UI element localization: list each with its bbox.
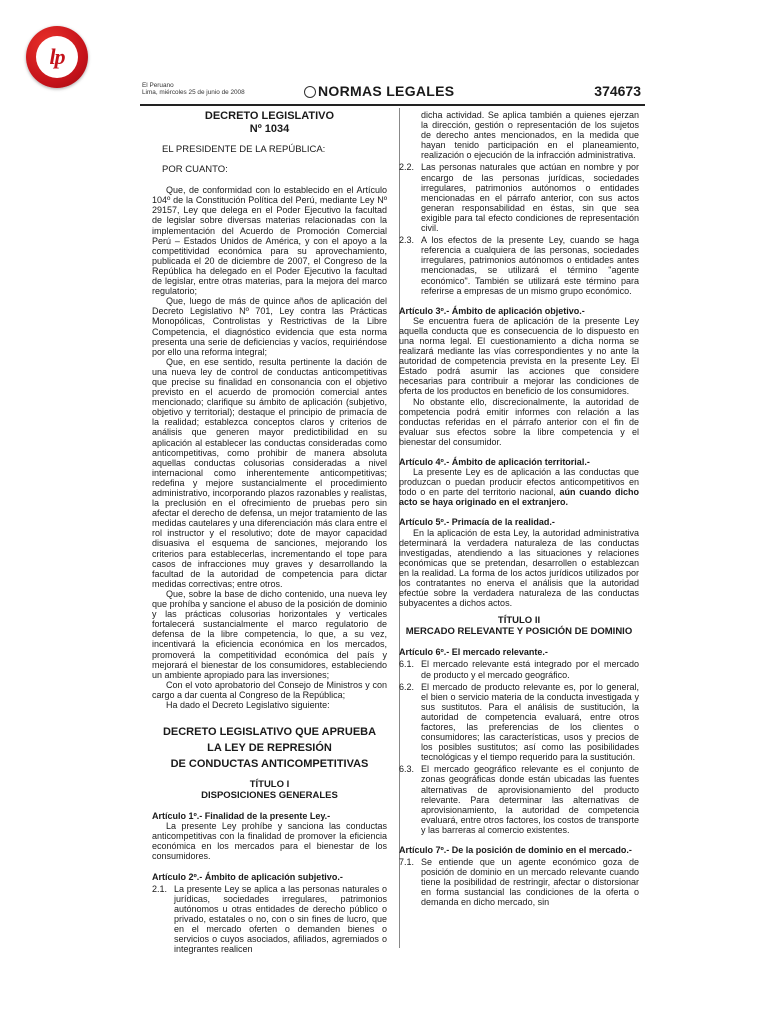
item-number: 7.1. <box>399 857 415 868</box>
title-ii-label: TÍTULO II <box>497 615 541 627</box>
article-5-heading: Artículo 5º.- Primacía de la realidad.- <box>399 517 555 528</box>
page-header <box>140 78 645 106</box>
article-6-1 <box>399 659 639 679</box>
president-heading: EL PRESIDENTE DE LA REPÚBLICA: <box>162 144 326 155</box>
article-4-text-bold: aún cuando dicho acto se haya originado en el extranjero. <box>399 487 639 508</box>
item-text: El mercado geográfico relevante es el conjunto de zonas geográficas donde están ubicadas las fuentes alternativas de aprovisionamiento del producto relevante. Para determinar las alternativas de aprovisionamiento, la autoridad de competencia evaluará, entre otros factores, los costos de transporte y las barreras al comercio existentes. <box>421 764 639 835</box>
item-text: El mercado relevante está integrado por el mercado de producto y el mercado geográfico. <box>421 659 639 680</box>
lp-logo-text: lp <box>36 36 78 78</box>
article-7-heading: Artículo 7º.- De la posición de dominio en el mercado.- <box>399 845 632 855</box>
article-1-heading: Artículo 1º.- Finalidad de la presente Ley.- <box>152 811 331 822</box>
article-2-1-continued <box>399 110 639 160</box>
left-column <box>140 108 387 955</box>
item-number: 6.3. <box>399 764 415 775</box>
recital-paragraph: Que, de conformidad con lo establecido en el Artículo 104º de la Constitución Política del Perú, mediante Ley Nº 29157, Ley que delega en el Poder Ejecutivo la facultad de legislar sobre diversas materias relacionadas con la implementación del Acuerdo de Promoción Comercial Perú – Estados Unidos de América, y con el apoyo a la competitividad económica para su aprovechamiento, publicada el 20 de diciembre de 2007, el Congreso de la República ha delegado en el Poder Ejecutivo la facultad de legislar, entre otras materias, para la mejora del marco regulatorio; <box>152 185 387 297</box>
item-text: A los efectos de la presente Ley, cuando se haga referencia a cualquiera de las personas, sociedades irregulares, patrimonios autónomos o entidades antes mencionadas, se utilizará el término "agente económico". También se utilizará este término para referirse a empresas de un mismo grupo económico. <box>421 235 639 296</box>
item-text: dicha actividad. Se aplica también a quienes ejerzan la dirección, gestión o representación de los sujetos de derecho antes mencionados, en la medida que hayan tenido participación en el planeamiento, realización o ejecución de la infracción administrativa. <box>421 110 639 161</box>
item-number: 2.3. <box>399 235 415 246</box>
item-number: 2.1. <box>152 883 168 894</box>
article-4-text-regular: La presente Ley es de aplicación a las conductas que produzcan o puedan producir efectos anticompetitivos en todo o en parte del territorio nacional, <box>399 467 639 498</box>
article-2-3 <box>399 235 639 296</box>
recital-paragraph: Que, en ese sentido, resulta pertinente la dación de una nueva ley de control de conductas anticompetitivas que precise su finalidad en consonancia con el objetivo previsto en el acuerdo de promoción comercial antes mencionado; clarifique su ámbito de aplicación (subjetivo, objetivo y territorial); destaque el principio de primacía de la realidad; establezca conceptos claros y criterios de análisis que generen mayor predictibilidad en su aplicación al establecer las conductas consideradas como anticompetitivas, como prohibir de manera absoluta aquellas conductas colusorias consideradas a nivel internacional como inherentemente anticompetitivas; redefina y mejore sustancialmente el procedimiento administrativo, incorporando plazos razonables y realistas, la preclusión en el ofrecimiento de pruebas pero sin afectar el derecho de defensa, un mejor tratamiento de las medidas cautelares y una diferenciación más clara entre el rol instructor y el resolutivo; dote de mayor capacidad disuasiva el esquema de sanciones, mejorando los criterios para establecerlas, incrementando el tope para casos de infracciones muy graves y desarrollando la facultad de la autoridad de competencia para dictar medidas correctivas; entre otros. <box>152 356 387 589</box>
article-3-text: Se encuentra fuera de aplicación de la presente Ley aquella conducta que es consecuencia de lo dispuesto en una norma legal. El cuestionamiento a dicha norma se realizará mediante las vías correspondientes y no ante la autoridad de competencia prevista en la presente Ley. El Estado podrá asumir las acciones que considere necesarias para contribuir a mejorar las condiciones de oferta de los productos en beneficio de los consumidores. <box>399 315 639 397</box>
law-title-line-3: DE CONDUCTAS ANTICOMPETITIVAS <box>170 758 369 771</box>
title-ii-subtitle: MERCADO RELEVANTE Y POSICIÓN DE DOMINIO <box>405 625 633 637</box>
item-text: El mercado de producto relevante es, por lo general, el bien o servicio materia de la conducta investigada y sus sustitutos. Para el análisis de sustitución, la autoridad de competencia evaluará, entre otros factores, las preferencias de los clientes o consumidores; las características, usos y precios de los posibles sustitutos; así como las posibilidades tecnológicas y el tiempo requerido para la sustitución. <box>421 681 639 763</box>
decree-title-line-1: DECRETO LEGISLATIVO <box>204 110 335 122</box>
article-3-heading: Artículo 3º.- Ámbito de aplicación objetivo.- <box>399 305 585 316</box>
article-2-2 <box>399 162 639 233</box>
right-column <box>399 108 645 948</box>
recital-paragraph: Ha dado el Decreto Legislativo siguiente: <box>166 699 330 710</box>
article-1-text: La presente Ley prohíbe y sanciona las conductas anticompetitivas con la finalidad de promover la eficiencia económica en los mercados para el bienestar de los consumidores. <box>152 821 387 862</box>
title-ii-heading <box>399 616 639 637</box>
section-title: NORMAS LEGALES <box>318 83 455 99</box>
title-i-heading <box>152 780 387 801</box>
lp-logo <box>26 26 88 88</box>
law-title-line-2: LA LEY DE REPRESIÓN <box>207 742 332 755</box>
article-4-heading: Artículo 4º.- Ámbito de aplicación territorial.- <box>399 457 590 467</box>
paper-name: El Peruano <box>142 82 174 89</box>
page-number: 374673 <box>594 83 641 99</box>
title-i-label: TÍTULO I <box>249 779 290 791</box>
article-4-text <box>399 467 639 507</box>
recital-paragraph: Con el voto aprobatorio del Consejo de Ministros y con cargo a dar cuenta al Congreso de la República; <box>152 679 387 700</box>
article-7-1 <box>399 857 639 907</box>
text-columns <box>140 108 645 955</box>
item-number: 2.2. <box>399 162 415 173</box>
item-text: Las personas naturales que actúan en nombre y por encargo de las personas jurídicas, sociedades irregulares, patrimonios autónomos o entidades mencionadas en el párrafo anterior, con sus actos generan responsabilidad en éstas, sin que sea exigible para tal efecto condiciones de representación civil. <box>421 162 639 234</box>
paper-date: Lima, miércoles 25 de junio de 2008 <box>142 89 245 96</box>
article-2-heading: Artículo 2º.- Ámbito de aplicación subjetivo.- <box>152 871 343 882</box>
newspaper-page <box>140 78 645 955</box>
article-6-heading: Artículo 6º.- El mercado relevante.- <box>399 647 548 658</box>
item-number: 6.2. <box>399 681 415 692</box>
recital-paragraph: Que, sobre la base de dicho contenido, una nueva ley que prohíba y sancione el abuso de la posición de dominio y las prácticas colusorias horizontales y verticales fortalecerá sustancialmente el marco regulatorio de defensa de la libre competencia, lo que, a su vez, incentivará la eficiencia económica en los mercados, promoverá la competitividad económica del país y mejorará el bienestar de los consumidores, estableciendo un ambiente apropiado para las inversiones; <box>152 588 387 680</box>
article-3-text: No obstante ello, discrecionalmente, la autoridad de competencia podrá emitir informes con relación a las conductas referidas en el párrafo anterior con el fin de evaluar sus efectos sobre la libre competencia y el bienestar del consumidor. <box>399 396 639 447</box>
item-text: Se entiende que un agente económico goza de posición de dominio en un mercado relevante cuando tiene la posibilidad de restringir, afectar o distorsionar en forma sustancial las condiciones de la oferta o demanda en dicho mercado, sin <box>421 857 639 908</box>
decree-title <box>152 110 387 135</box>
article-6-3 <box>399 764 639 835</box>
article-6-2 <box>399 682 639 763</box>
article-2-1 <box>152 884 387 955</box>
coat-of-arms-icon <box>304 86 316 98</box>
decree-number: Nº 1034 <box>249 122 290 135</box>
recital-paragraph: Que, luego de más de quince años de aplicación del Decreto Legislativo Nº 701, Ley contra las Prácticas Monopólicas, Controlistas y Restrictivas de la Libre Competencia, el diagnóstico evidencia que esta norma presenta una serie de deficiencias y vacíos, requiriéndose por ello una reforma integral; <box>152 296 387 357</box>
item-text: La presente Ley se aplica a las personas naturales o jurídicas, sociedades irregulares, patrimonios autónomos u otras entidades de derecho público o privado, estatales o no, con o sin fines de lucro, que en el mercado oferten o demanden bienes o servicios o cuyos asociados, afiliados, agremiados o integrantes realicen <box>174 883 387 955</box>
law-title <box>152 724 387 772</box>
title-i-subtitle: DISPOSICIONES GENERALES <box>201 789 338 801</box>
item-number: 6.1. <box>399 659 415 670</box>
article-5-text: En la aplicación de esta Ley, la autoridad administrativa determinará la verdadera naturaleza de las conductas investigadas, atendiendo a las situaciones y relaciones económicas que se pretendan, desarrollen o establezcan en la realidad. La forma de los actos jurídicos utilizados por los contratantes no enerva el análisis que la autoridad efectúe sobre la verdadera naturaleza de las conductas subyacentes a dichos actos. <box>399 527 639 609</box>
por-cuanto-heading: POR CUANTO: <box>162 164 228 176</box>
law-title-line-1: DECRETO LEGISLATIVO QUE APRUEBA <box>162 726 377 739</box>
